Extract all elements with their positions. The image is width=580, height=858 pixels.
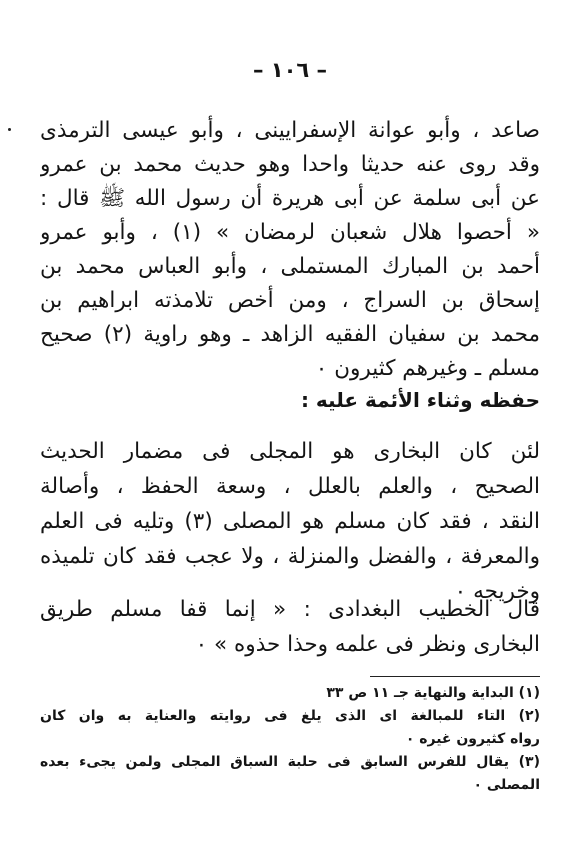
text-line: عن أبى سلمة عن أبى هريرة أن رسول الله ﷺ قال : — [40, 186, 540, 211]
text-line: « أحصوا هلال شعبان لرمضان » (١) ، وأبو عمرو — [40, 220, 540, 245]
footnote-line: (٣) يقال للفرس السابق فى حلبة السباق المجلى ولمن يجىء بعده — [40, 754, 540, 770]
text-line: إسحاق بن السراج ، ومن أخص تلامذته ابراهيم بن — [40, 288, 540, 313]
text-line: صاعد ، وأبو عوانة الإسفرايينى ، وأبو عيسى الترمذى — [40, 118, 540, 143]
text-line: مسلم ـ وغيرهم كثيرون ٠ — [315, 356, 540, 381]
footnote-divider — [370, 676, 540, 677]
text-line: البخارى ونظر فى علمه وحذا حذوه » ٠ — [195, 632, 540, 657]
text-line: لئن كان البخارى هو المجلى فى مضمار الحديث — [40, 439, 540, 464]
section-heading: حفظه وثناء الأئمة عليه : — [300, 388, 540, 412]
paragraph-narrators — [40, 114, 540, 386]
text-line: والمعرفة ، والفضل والمنزلة ، ولا عجب فقد كان تلميذه — [40, 544, 540, 569]
footnote-line: رواه كثيرون غيره ٠ — [405, 731, 540, 747]
footnote-line: (١) البداية والنهاية جـ ١١ ص ٣٣ — [326, 685, 540, 701]
footnotes — [40, 682, 540, 797]
paragraph-praise — [40, 434, 540, 609]
paragraph-quote — [40, 592, 540, 662]
text-line: الصحيح ، والعلم بالعلل ، وسعة الحفظ ، وأصالة — [40, 474, 540, 499]
footnote-line: المصلى ٠ — [473, 777, 540, 793]
text-line: قال الخطيب البغدادى : « إنما قفا مسلم طريق — [40, 597, 540, 622]
margin-dot — [8, 128, 11, 131]
text-line: وخريجه ٠ — [454, 579, 540, 604]
page-number: – ١٠٦ – — [252, 58, 328, 82]
text-line: محمد بن سفيان الفقيه الزاهد ـ وهو راوية (٢) صحيح — [40, 322, 540, 347]
text-line: النقد ، فقد كان مسلم هو المصلى (٣) وتليه فى العلم — [40, 509, 540, 534]
text-line: أحمد بن المبارك المستملى ، وأبو العباس محمد بن — [40, 254, 540, 279]
text-line: وقد روى عنه حديثا واحدا وهو حديث محمد بن عمرو — [40, 152, 540, 177]
footnote-line: (٢) التاء للمبالغة اى الذى يلغ فى روايته والعناية به وان كان — [40, 708, 540, 724]
